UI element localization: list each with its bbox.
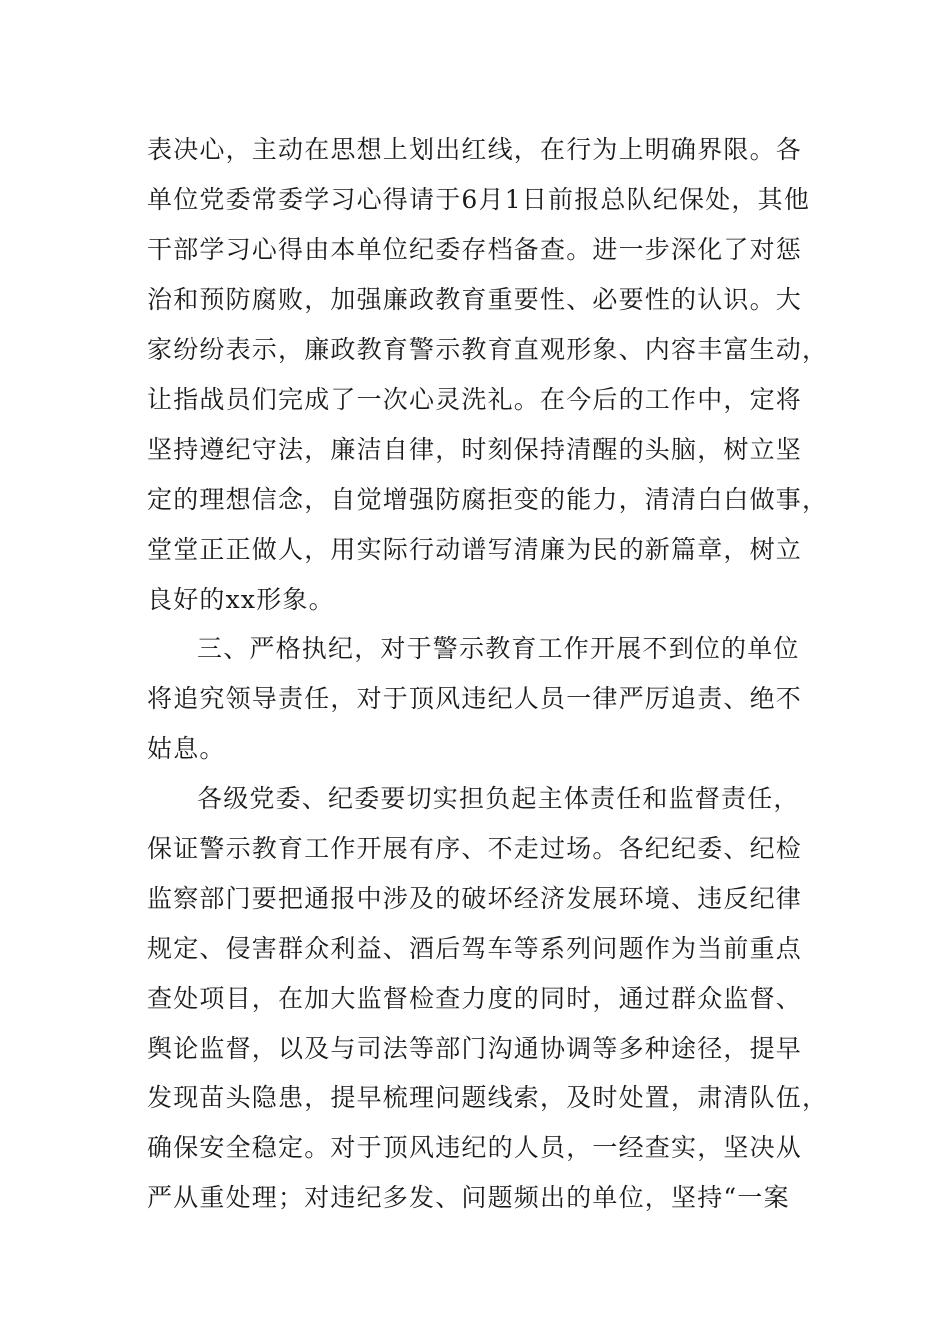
text-line: 表决心，主动在思想上划出红线，在行为上明确界限。各 bbox=[147, 135, 803, 164]
text-line: 严从重处理；对违纪多发、问题频出的单位，坚持“一案 bbox=[147, 1183, 790, 1212]
text-line: 监察部门要把通报中涉及的破坏经济发展环境、违反纪律 bbox=[147, 884, 803, 913]
text-line: 查处项目，在加大监督检查力度的同时，通过群众监督、 bbox=[147, 984, 803, 1013]
text-line: 家纷纷表示，廉政教育警示教育直观形象、内容丰富生动， bbox=[147, 335, 829, 364]
text-line: 让指战员们完成了一次心灵洗礼。在今后的工作中，定将 bbox=[147, 385, 803, 414]
text-line: 发现苗头隐患，提早梳理问题线索，及时处置，肃清队伍， bbox=[147, 1083, 829, 1112]
text-line: 干部学习心得由本单位纪委存档备查。进一步深化了对惩 bbox=[147, 235, 803, 264]
text-line: 定的理想信念，自觉增强防腐拒变的能力，清清白白做事， bbox=[147, 485, 829, 514]
text-line: 规定、侵害群众利益、酒后驾车等系列问题作为当前重点 bbox=[147, 934, 803, 963]
text-line: 治和预防腐败，加强廉政教育重要性、必要性的认识。大 bbox=[147, 285, 803, 314]
paragraph-start: 各级党委、纪委要切实担负起主体责任和监督责任， bbox=[197, 784, 800, 813]
text-line: 单位党委常委学习心得请于6月1日前报总队纪保处，其他 bbox=[147, 185, 811, 214]
text-line: 堂堂正正做人，用实际行动谱写清廉为民的新篇章，树立 bbox=[147, 535, 803, 564]
text-line: 良好的xx形象。 bbox=[147, 585, 335, 614]
text-line: 坚持遵纪守法，廉洁自律，时刻保持清醒的头脑，树立坚 bbox=[147, 435, 803, 464]
text-line: 姑息。 bbox=[147, 734, 226, 763]
section-heading: 三、严格执纪，对于警示教育工作开展不到位的单位 bbox=[197, 634, 800, 663]
text-line: 保证警示教育工作开展有序、不走过场。各纪纪委、纪检 bbox=[147, 834, 803, 863]
text-line: 确保安全稳定。对于顶风违纪的人员，一经查实，坚决从 bbox=[147, 1133, 803, 1162]
text-line: 将追究领导责任，对于顶风违纪人员一律严厉追责、绝不 bbox=[147, 684, 803, 713]
text-line: 舆论监督，以及与司法等部门沟通协调等多种途径，提早 bbox=[147, 1034, 803, 1063]
